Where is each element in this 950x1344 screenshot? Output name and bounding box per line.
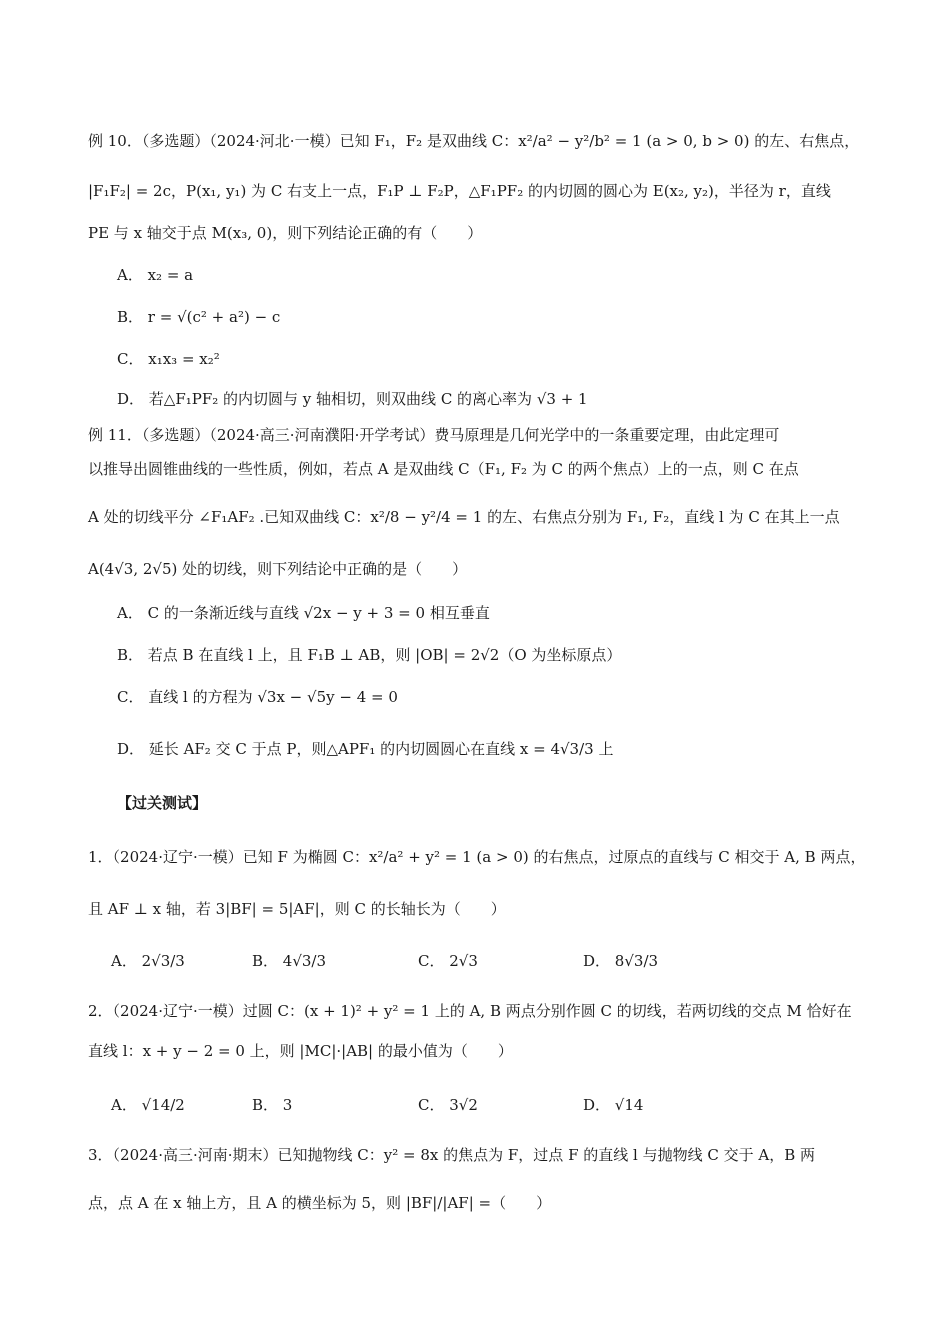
q2-line-1: 2．（2024·辽宁·一模）过圆 C：(x + 1)² + y² = 1 上的 A, B 两点分别作圆 C 的切线，若两切线的交点 M 恰好在 [88,1002,852,1020]
ex10-line-3: PE 与 x 轴交于点 M(x₃, 0)，则下列结论正确的有（ ） [88,224,483,242]
ex11-line-4: A(4√3, 2√5) 处的切线，则下列结论中正确的是（ ） [88,560,468,578]
ex10-option-d: D． 若△F₁PF₂ 的内切圆与 y 轴相切，则双曲线 C 的离心率为 √3 + 1 [117,390,588,408]
q2-option-d: D． √14 [583,1096,644,1114]
q1-option-c: C． 2√3 [418,952,478,970]
ex11-line-1: 例 11．（多选题）（2024·高三·河南濮阳·开学考试）费马原理是几何光学中的一条重要定理，由此定理可 [88,426,780,444]
ex11-option-d: D． 延长 AF₂ 交 C 于点 P，则△APF₁ 的内切圆圆心在直线 x = 4√3/3 上 [117,740,614,758]
ex11-option-a: A． C 的一条渐近线与直线 √2x − y + 3 = 0 相互垂直 [117,604,490,622]
ex10-line-1: 例 10．（多选题）（2024·河北·一模）已知 F₁，F₂ 是双曲线 C：x²/a² − y²/b² = 1 (a > 0, b > 0) 的左、右焦点， [88,132,860,150]
ex11-line-2: 以推导出圆锥曲线的一些性质，例如，若点 A 是双曲线 C（F₁, F₂ 为 C 的两个焦点）上的一点，则 C 在点 [88,460,799,478]
q2-option-a: A． √14/2 [111,1096,185,1114]
section-title: 【过关测试】 [117,794,208,812]
q1-option-b: B． 4√3/3 [252,952,327,970]
ex10-option-c: C． x₁x₃ = x₂² [117,350,220,368]
q1-option-a: A． 2√3/3 [111,952,185,970]
ex11-line-3: A 处的切线平分 ∠F₁AF₂ .已知双曲线 C：x²/8 − y²/4 = 1 的左、右焦点分别为 F₁, F₂，直线 l 为 C 在其上一点 [88,508,840,526]
ex11-option-c: C． 直线 l 的方程为 √3x − √5y − 4 = 0 [117,688,398,706]
q3-line-1: 3．（2024·高三·河南·期末）已知抛物线 C：y² = 8x 的焦点为 F，过点 F 的直线 l 与抛物线 C 交于 A，B 两 [88,1146,815,1164]
q2-option-c: C． 3√2 [418,1096,478,1114]
q3-line-2: 点，点 A 在 x 轴上方，且 A 的横坐标为 5，则 |BF|/|AF| =（ ） [88,1194,552,1212]
ex10-line-2: |F₁F₂| = 2c，P(x₁, y₁) 为 C 右支上一点，F₁P ⊥ F₂P，△F₁PF₂ 的内切圆的圆心为 E(x₂, y₂)，半径为 r，直线 [88,182,831,200]
q1-line-2: 且 AF ⊥ x 轴，若 3|BF| = 5|AF|，则 C 的长轴长为（ ） [88,900,506,918]
q2-option-b: B． 3 [252,1096,293,1114]
ex10-option-b: B． r = √(c² + a²) − c [117,308,281,326]
q2-line-2: 直线 l：x + y − 2 = 0 上，则 |MC|·|AB| 的最小值为（ ） [88,1042,513,1060]
q1-line-1: 1．（2024·辽宁·一模）已知 F 为椭圆 C：x²/a² + y² = 1 (a > 0) 的右焦点，过原点的直线与 C 相交于 A, B 两点， [88,848,866,866]
ex10-option-a: A． x₂ = a [117,266,194,284]
ex11-option-b: B． 若点 B 在直线 l 上，且 F₁B ⊥ AB，则 |OB| = 2√2（O 为坐标原点） [117,646,622,664]
q1-option-d: D． 8√3/3 [583,952,659,970]
